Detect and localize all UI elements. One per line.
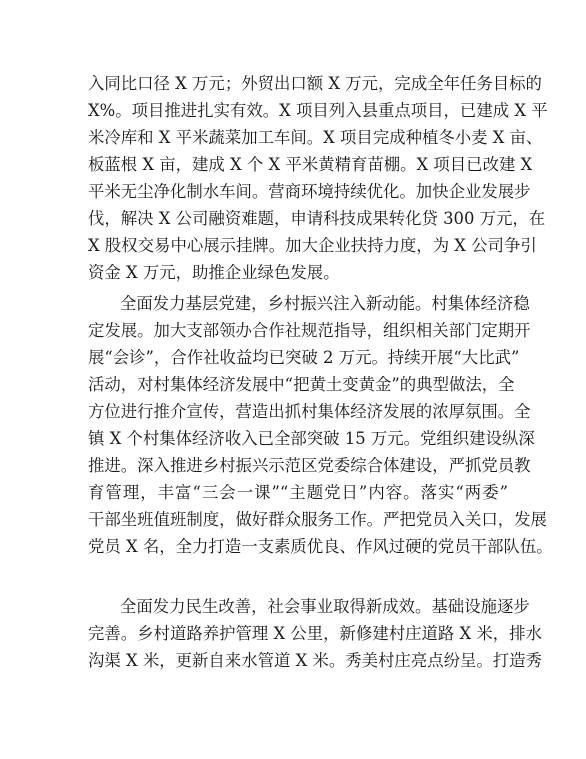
- paragraph-1-line-5: 平米无尘净化制水车间。营商环境持续优化。加快企业发展步: [88, 182, 531, 201]
- paragraph-2-line-8: 育管理，丰富“三会一课”“主题党日”内容。落实“两委”: [88, 483, 508, 502]
- paragraph-1-line-1: 入同比口径 X 万元；外贸出口额 X 万元，完成全年任务目标的: [88, 74, 542, 93]
- paragraph-2-line-10: 党员 X 名，全力打造一支素质优良、作风过硬的党员干部队伍。: [88, 537, 553, 556]
- paragraph-1-line-8: 资金 X 万元，助推企业绿色发展。: [88, 263, 340, 282]
- paragraph-2-line-9: 干部坐班值班制度，做好群众服务工作。严把党员入关口，发展: [88, 510, 547, 529]
- paragraph-1-line-4: 板蓝根 X 亩，建成 X 个 X 平米黄精育苗棚。X 项目已改建 X: [88, 155, 533, 174]
- paragraph-1-line-6: 伐，解决 X 公司融资难题，申请科技成果转化贷 300 万元，在: [88, 209, 546, 228]
- paragraph-2-line-7: 推进。深入推进乡村振兴示范区党委综合体建设，严抓党员教: [88, 456, 531, 475]
- paragraph-1-line-2: X%。项目推进扎实有效。X 项目列入县重点项目，已建成 X 平: [88, 101, 548, 120]
- paragraph-2-line-5: 方位进行推介宣传，营造出抓村集体经济发展的浓厚氛围。全: [88, 402, 531, 421]
- paragraph-2-line-4: 活动，对村集体经济发展中“把黄土变黄金”的典型做法，全: [88, 375, 515, 394]
- paragraph-2-line-6: 镇 X 个村集体经济收入已全部突破 15 万元。党组织建设纵深: [88, 429, 535, 448]
- paragraph-3-line-3: 沟渠 X 米，更新自来水管道 X 米。秀美村庄亮点纷呈。打造秀: [88, 651, 542, 670]
- paragraph-1-line-3: 米冷库和 X 平米蔬菜加工车间。X 项目完成种植冬小麦 X 亩、: [88, 128, 543, 147]
- paragraph-2-line-2: 定发展。加大支部领办合作社规范指导，组织相关部门定期开: [88, 321, 531, 340]
- paragraph-3-line-2: 完善。乡村道路养护管理 X 公里，新修建村庄道路 X 米，排水: [88, 624, 542, 643]
- paragraph-3-line-1: 全面发力民生改善，社会事业取得新成效。基础设施逐步: [120, 597, 530, 616]
- paragraph-2-line-1: 全面发力基层党建，乡村振兴注入新动能。村集体经济稳: [120, 294, 530, 313]
- paragraph-2-line-3: 展“会诊”，合作社收益均已突破 2 万元。持续开展“大比武”: [88, 348, 520, 367]
- paragraph-1-line-7: X 股权交易中心展示挂牌。加大企业扶持力度，为 X 公司争引: [88, 236, 537, 255]
